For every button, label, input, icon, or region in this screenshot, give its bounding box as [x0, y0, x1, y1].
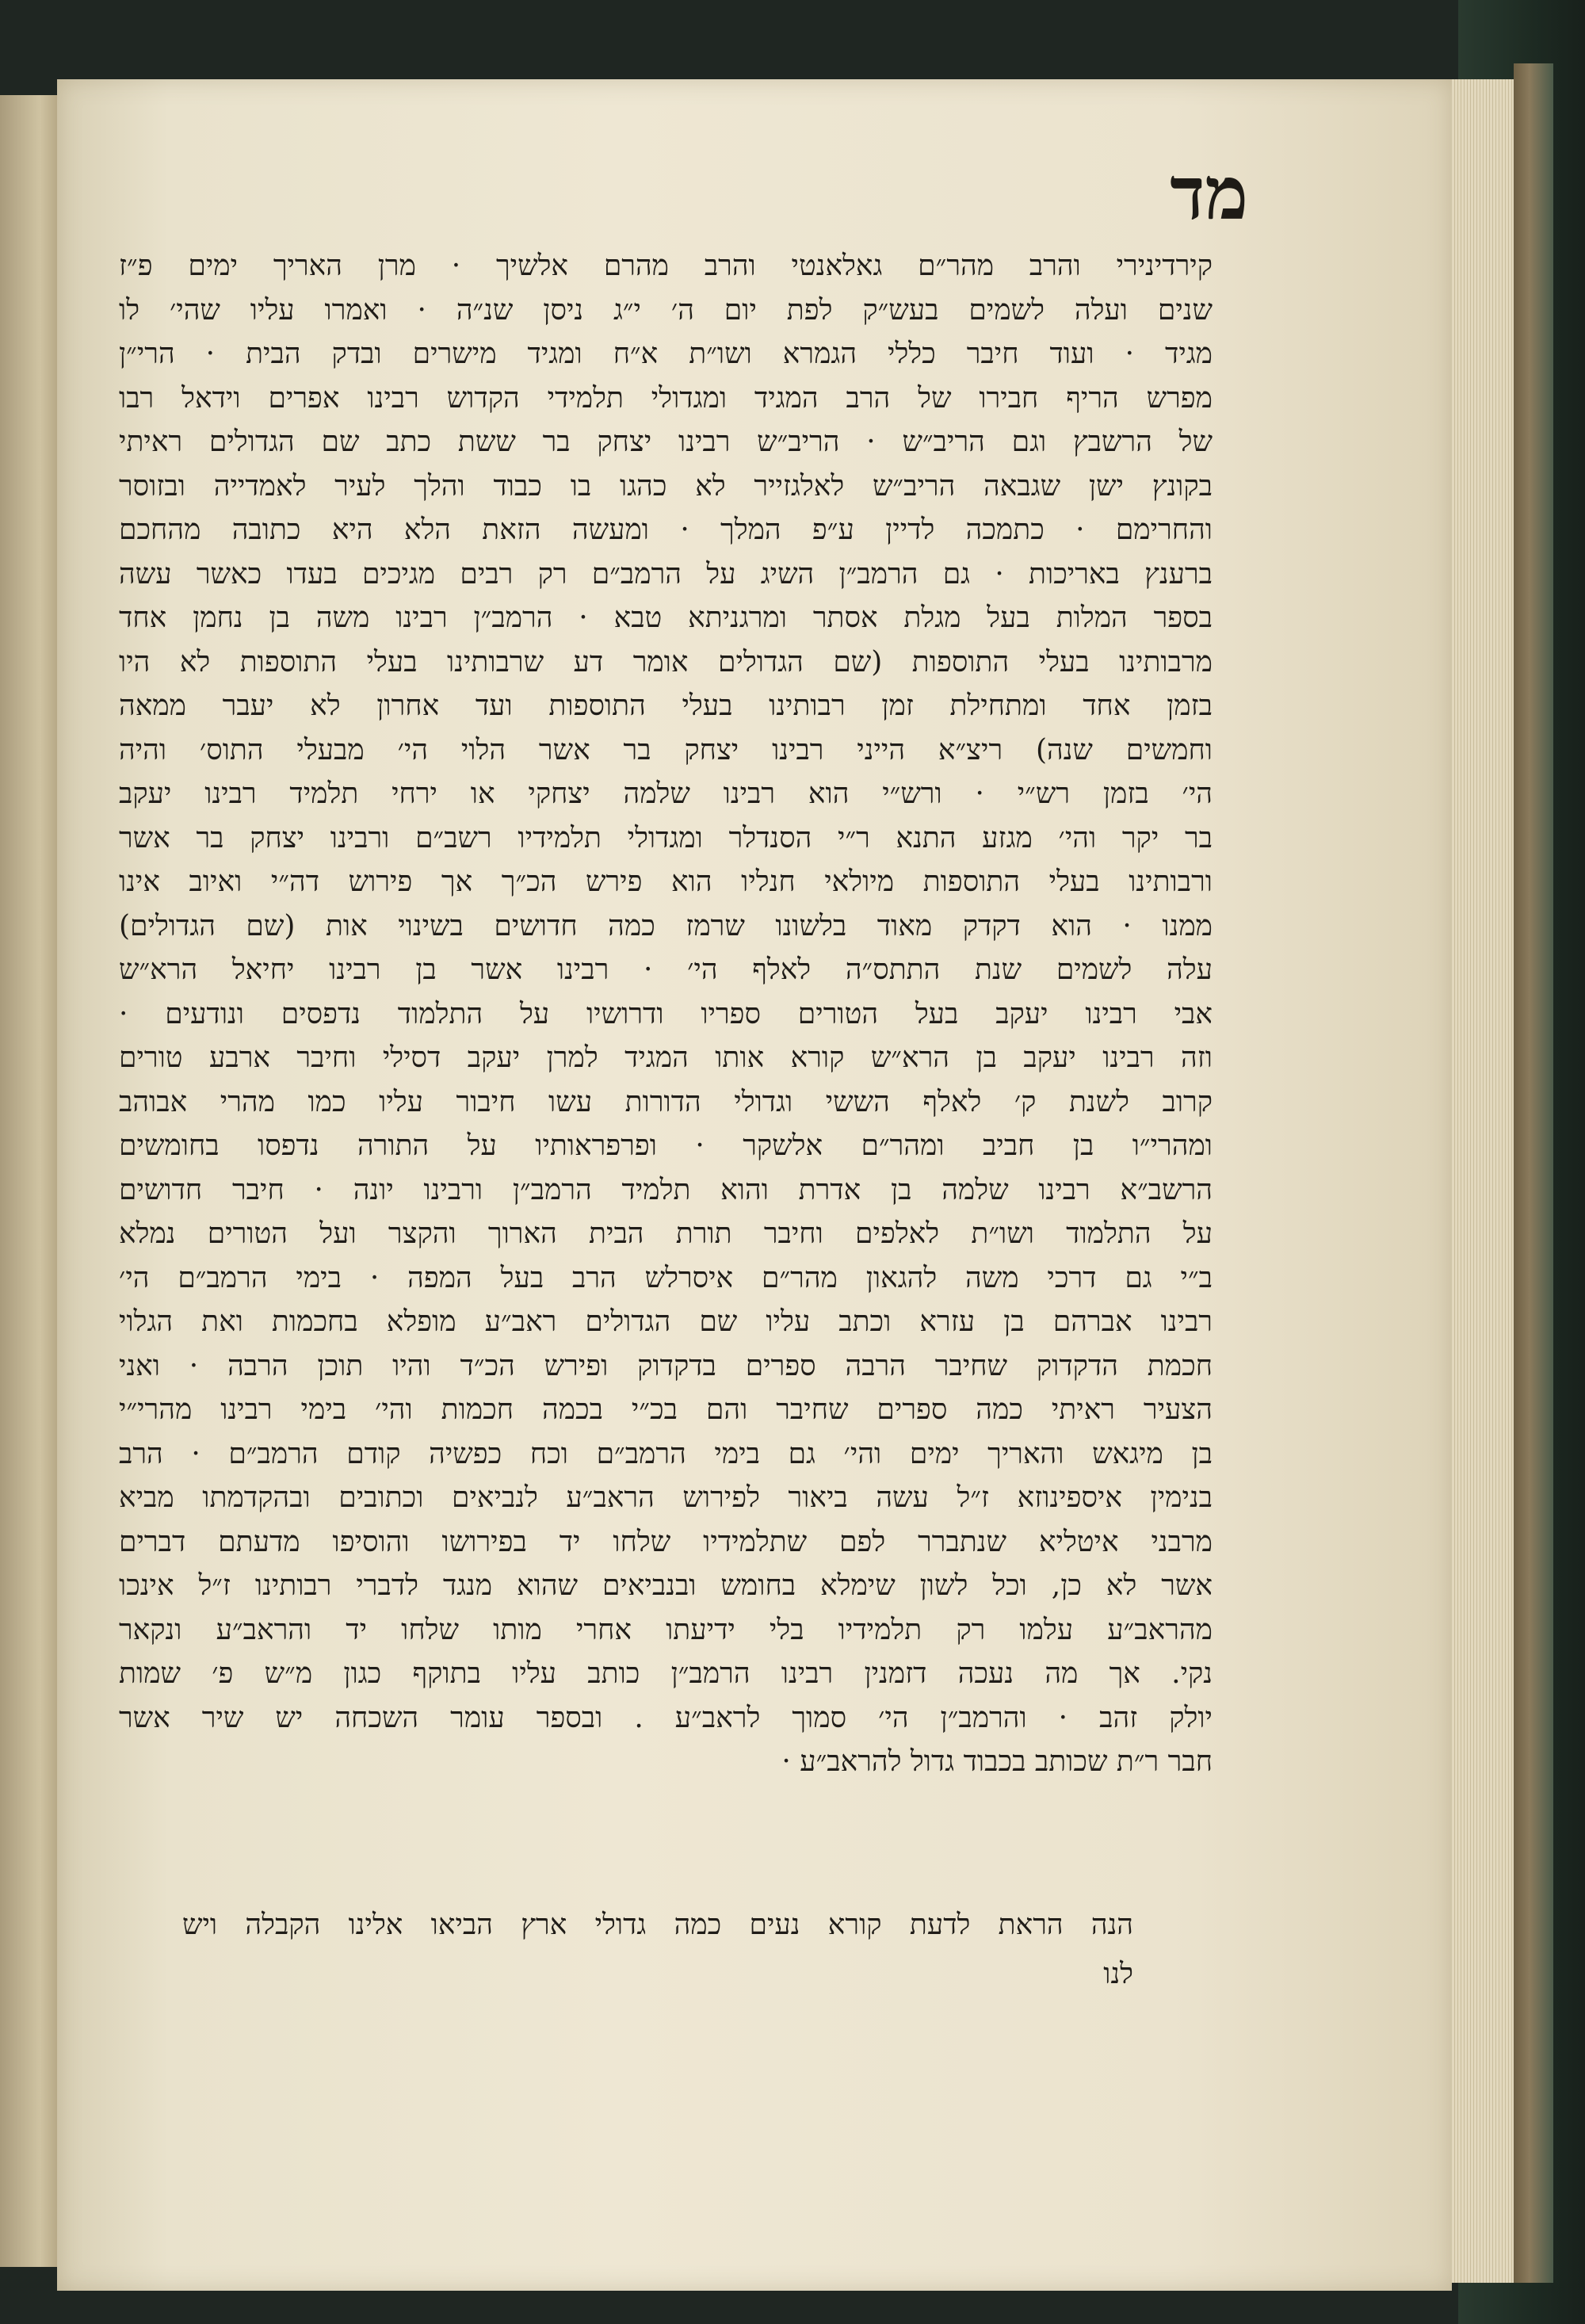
- text-line: הי׳ בזמן רש״י · ורש״י הוא רבינו שלמה יצחקי או ירחי תלמיד רבינו יעקב: [119, 778, 1213, 810]
- text-line: יולק זהב · והרמב״ן הי׳ סמוך לראב״ע . ובספר עומר השכחה יש שיר אשר: [119, 1701, 1213, 1734]
- text-line: ברענץ באריכות · גם הרמב״ן השיג על הרמב״ם רק רבים מגיכים בעדו כאשר עשה: [119, 557, 1213, 591]
- text-line: אשר לא כן, וכל לשון שימלא בחומש ובנביאים שהוא מנגד לדברי רבותינו ז״ל אינכו: [119, 1569, 1213, 1602]
- text-line: מפרש הריף חבירו של הרב המגיד ומגדולי תלמידי הקדוש רבינו אפרים וידאל רבו: [119, 381, 1213, 415]
- text-line: הצעיר ראיתי כמה ספרים שחיבר והם בכ״י בכמה חכמות והי׳ בימי רבינו מהרי״י: [119, 1393, 1213, 1426]
- text-line: מגיד · ועוד חיבר כללי הגמרא ושו״ת א״ח ומגיד מישרים ובדק הבית · הרי״ן: [119, 338, 1213, 370]
- text-line: נקי. אך מה נעכה דזמנין רבינו הרמב״ן כותב עליו בתוקף כגון מ״ש פ׳ שמות: [119, 1657, 1213, 1690]
- text-line: אבי רבינו יעקב בעל הטורים ספריו ודרושיו על התלמוד נדפסים ונודעים ·: [119, 997, 1213, 1030]
- text-line: שנים ועלה לשמים בעש״ק לפת יום ה׳ י״ג ניסן שנ״ה · ואמרו עליו שהי׳ לו: [119, 293, 1213, 327]
- text-line: בזמן אחד ומתחילת זמן רבותינו בעלי התוספות ועד אחרון לא יעבר ממאה: [119, 690, 1213, 722]
- text-line: מרבותינו בעלי התוספות (שם הגדולים אומר דע שרבותינו בעלי התוספות לא היו: [119, 645, 1213, 678]
- page-body-text: [119, 244, 1213, 1784]
- text-line: בספר המלות בעל מגלת אסתר ומרגניתא טבא · הרמב״ן רבינו משה בן נחמן אחד: [119, 602, 1213, 634]
- text-line: מהראב״ע עלמו רק תלמידיו בלי ידיעתו אחרי מותו שלחו יד והראב״ע ונקאר: [119, 1613, 1213, 1646]
- text-line: חבר ר״ת שכותב בכבוד גדול להראב״ע ·: [781, 1745, 1213, 1778]
- text-line: קירדינירי והרב מהר״ם גאלאנטי והרב מהרם אלשיך · מרן האריך ימים פ״ז: [119, 250, 1213, 282]
- closing-paragraph: [182, 1901, 1133, 1999]
- text-line: וחמשים שנה) ריצ״א הייני רבינו יצחק בר אשר הלוי הי׳ מבעלי התוס׳ והיה: [119, 733, 1213, 766]
- text-line: בן מיגאש והאריך ימים והי׳ גם בימי הרמב״ם וכח כפשיה קודם הרמב״ם · הרב: [119, 1437, 1213, 1470]
- text-line: רבינו אברהם בן עזרא וכתב עליו שם הגדולים ראב״ע מופלא בחכמות ואת הגלוי: [119, 1305, 1213, 1338]
- text-line: ב״י גם דרכי משה להגאון מהר״ם איסרלש הרב בעל המפה · בימי הרמב״ם הי׳: [119, 1261, 1213, 1294]
- text-line: של הרשבץ וגם הריב״ש · הריב״ש רבינו יצחק בר ששת כתב שם הגדולים ראיתי: [119, 426, 1213, 458]
- text-line: קרוב לשנת ק׳ לאלף הששי וגדולי הדורות עשו חיבור עליו כמו מהרי אבוהב: [119, 1085, 1213, 1118]
- text-line: לנו: [1103, 1958, 1133, 1990]
- text-line: ומהרי״ו בן חביב ומהר״ם אלשקר · ופרפראותיו על התורה נדפסו בחומשים: [119, 1130, 1213, 1162]
- text-line: חכמת הדקדוק שחיבר הרבה ספרים בדקדוק ופירש הכ״ד והיו תוכן הרבה · ואני: [119, 1349, 1213, 1382]
- text-line: בקונץ ישן שגבאה הריב״ש לאלגזייר לא כהגו בו כבוד והלך לעיר לאמדייה ובזוסר: [119, 469, 1213, 503]
- text-line: מרבני איטליא שנתברר לפם שתלמידיו שלחו יד בפירושו והוסיפו מדעתם דברים: [119, 1525, 1213, 1558]
- text-line: הרשב״א רבינו שלמה בן אדרת והוא תלמיד הרמב״ן ורבינו יונה · חיבר חדושים: [119, 1173, 1213, 1206]
- text-line: הנה הראת לדעת קורא נעים כמה גדולי ארץ הביאו אלינו הקבלה ויש: [182, 1909, 1133, 1941]
- text-line: ורבותינו בעלי התוספות מיולאי חנליו הוא פירש הכ״ך אך פירוש דה״י ואיוב אינו: [119, 866, 1213, 898]
- text-line: עלה לשמים שנת התתס״ה לאלף הי׳ · רבינו אשר בן רבינו יחיאל הרא״ש: [119, 954, 1213, 986]
- text-line: והחרימם · כתמכה לדיין ע״פ המלך · ומעשה הזאת הלא היא כתובה מהחכם: [119, 514, 1213, 546]
- facing-page-edge: [0, 95, 59, 2267]
- text-line: על התלמוד ושו״ת לאלפים וחיבר תורת הבית הארוך והקצר ועל הטורים נמלא: [119, 1217, 1213, 1250]
- text-line: בנימין איספינוזא ז״ל עשה ביאור לפירוש הראב״ע לנביאים וכתובים ובהקדמתו מביא: [119, 1481, 1213, 1514]
- page-number: מד: [1170, 151, 1248, 236]
- book-cover-edge: [1514, 63, 1553, 2283]
- text-line: בר יקר והי׳ מגזע התנא ר״י הסנדלר ומגדולי תלמידיו רשב״ם ורבינו יצחק בר אשר: [119, 821, 1213, 854]
- text-line: וזה רבינו יעקב בן הרא״ש קורא אותו המגיד למרן יעקב דסילי וחיבר ארבע טורים: [119, 1042, 1213, 1074]
- text-line: ממנו · הוא דקדק מאוד בלשונו שרמז כמה חדושים בשינוי אות (שם הגדולים): [119, 909, 1213, 942]
